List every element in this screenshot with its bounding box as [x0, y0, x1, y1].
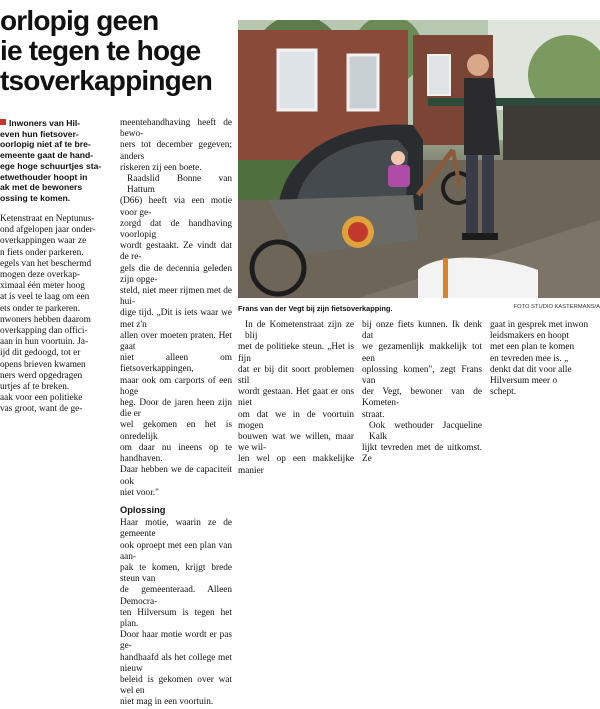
col1-line: urtjes af te breken.: [0, 382, 70, 393]
col2-line: meentehandhaving heeft de bewo-: [120, 118, 232, 140]
col1-line: egels van het beschermd: [0, 258, 92, 269]
bc2-line: oplossing komen", zegt Frans van: [362, 364, 482, 387]
col1-line: ners werd opgedragen: [0, 370, 83, 381]
col2-line: dige tijd. „Dit is iets waar we met z'n: [120, 308, 232, 330]
col2-line: gels die de decennia geleden zijn opge-: [120, 263, 232, 285]
col1-line: ond afgelopen jaar onder-: [0, 225, 96, 236]
bc1-line: dat er bij dit soort problemen stil: [238, 364, 354, 387]
col2-line: wordt gestaakt. Ze vindt dat de re-: [120, 241, 232, 263]
lead-line: oorlopig niet af te bre-: [0, 139, 91, 150]
bc2-line: bij onze fiets kunnen. Ik denk dat: [362, 320, 482, 342]
col1-line: aak voor een politieke: [0, 393, 83, 404]
headline-line: orlopig geen: [0, 6, 159, 36]
col2-line: Daar hebben we de capaciteit ook: [120, 465, 232, 487]
article-column-3: [238, 320, 354, 477]
lead-line: ossing te komen.: [0, 192, 71, 203]
article-column-2: [120, 118, 232, 709]
bc3-line: leidsmakers en hoopt: [490, 331, 570, 342]
col1-line: overkapping dan offici-: [0, 326, 88, 337]
caption-text: Frans van der Vegt bij zijn fietsoverkapping.: [238, 304, 393, 313]
subheading: Oplossing: [120, 504, 166, 515]
col2-line: zorgd dat de handhaving voorlopig: [120, 218, 232, 241]
col2-line: ten Hilversum is tegen het plan.: [120, 607, 232, 629]
bc3-line: met een plan te komen: [490, 342, 575, 353]
lead-bullet: [0, 119, 6, 125]
bc2-line: lijkt tevreden met de uitkomst. Ze: [362, 443, 482, 465]
col1-line: at is veel te laag om een: [0, 292, 90, 303]
lead-line: ege hoge schuurtjes sta-: [0, 160, 102, 171]
bc2-line: we gezamenlijk makkelijk tot een: [362, 342, 482, 364]
col2-line: niet alleen om fietsoverkappingen,: [120, 353, 232, 375]
col2-line: allen over moeten praten. Het gaat: [120, 330, 232, 353]
col2-line: maar ook om carports of een hoge: [120, 375, 232, 397]
col2-line: Door haar motie wordt er pas ge-: [120, 630, 232, 652]
col2-line: Haar motie, waarin ze de gemeente: [120, 518, 232, 540]
col1-line: overkappingen waar ze: [0, 236, 87, 247]
col2-line: om daar nu ineens op te handhaven.: [120, 442, 232, 465]
headline-line: ie tegen te hoge: [0, 35, 201, 66]
col1-line: aan in hun voortuin. Ja-: [0, 337, 89, 348]
col2-line: ners tot december gegeven; anders: [120, 140, 232, 162]
photo-credit: FOTO STUDIO KASTERMANS/A: [513, 304, 600, 310]
lead-line: even hun fietsover-: [0, 128, 79, 139]
bc1-line: om dat we in de voortuin mogen: [238, 409, 354, 431]
photo-illustration: [238, 20, 600, 298]
col2-line: wel gekomen en het is onredelijk: [120, 420, 232, 442]
col2-line: Raadslid Bonne van Hattum: [127, 174, 232, 196]
bc1-line: wordt gestaan. Het gaat er ons niet: [238, 387, 354, 409]
article-column-1: [0, 214, 112, 416]
col1-line: opens brieven kwamen: [0, 359, 86, 370]
col1-line: ets onder te parkeren.: [0, 303, 81, 314]
col2-line: pak te komen, krijgt brede steun van: [120, 562, 232, 585]
bc2-line: straat.: [362, 409, 385, 420]
bc1-line: len wel op een makkelijke manier: [238, 454, 354, 476]
col2-line: (D66) heeft via een motie voor ge-: [120, 196, 232, 218]
col2-line: ook oproept met een plan van aan-: [120, 540, 232, 562]
col1-line: nwoners hebben daarom: [0, 314, 91, 325]
col2-line: steld, niet meer rijmen met de hui-: [120, 286, 232, 308]
col1-line: Ketenstraat en Neptunus-: [0, 214, 95, 224]
bc2-line: Ook wethouder Jacqueline Kalk: [369, 420, 482, 443]
photo-caption: [238, 304, 600, 313]
col2-line: niet mag in een voortuin.: [120, 697, 214, 708]
col1-line: mogen deze overkap-: [0, 270, 81, 281]
col1-line: ijd dit gedoogd, tot er: [0, 348, 81, 359]
bc1-line: In de Kometenstraat zijn ze blij: [245, 320, 354, 342]
bc3-line: en tevreden mee is. „: [490, 353, 569, 364]
col1-line: ximaal één meter hoog: [0, 281, 85, 292]
bc3-line: denkt dat dit voor alle: [490, 364, 572, 375]
col2-line: de gemeenteraad. Alleen Democra-: [120, 585, 232, 607]
bc2-line: der Vegt, bewoner van de Kometen-: [362, 387, 482, 409]
headline-line: tsoverkappingen: [0, 65, 213, 96]
bc3-line: gaat in gesprek met inwon: [490, 320, 589, 330]
bc3-line: schept.: [490, 387, 517, 398]
lead-line: emeente gaat de hand-: [0, 150, 94, 161]
bc1-line: bouwen wat we willen, maar we wil-: [238, 432, 354, 454]
col2-line: beleid is gekomen over wat wel en: [120, 674, 232, 697]
col2-line: niet voor.": [120, 487, 159, 498]
bc3-line: Hilversum meer o: [490, 376, 558, 387]
col2-line: handhaafd als het college met nieuw: [120, 652, 232, 674]
lead-paragraph: [0, 118, 112, 204]
col2-line: heg. Door de jaren heen zijn die er: [120, 398, 232, 420]
article-column-5: [490, 320, 600, 398]
col1-line: vas groot, want de ge-: [0, 404, 83, 415]
col1-line: n fiets onder parkeren.: [0, 247, 84, 258]
article-column-4: [362, 320, 482, 466]
lead-line: Inwoners van Hil-: [9, 118, 81, 128]
headline: [0, 6, 232, 96]
lead-line: ak met de bewoners: [0, 182, 83, 193]
article-photo: [238, 20, 600, 298]
col2-line: riskeren zij een boete.: [120, 162, 202, 173]
bc1-line: met de politieke steun. „Het is fijn: [238, 342, 354, 364]
lead-line: etwethouder hoopt in: [0, 171, 88, 182]
